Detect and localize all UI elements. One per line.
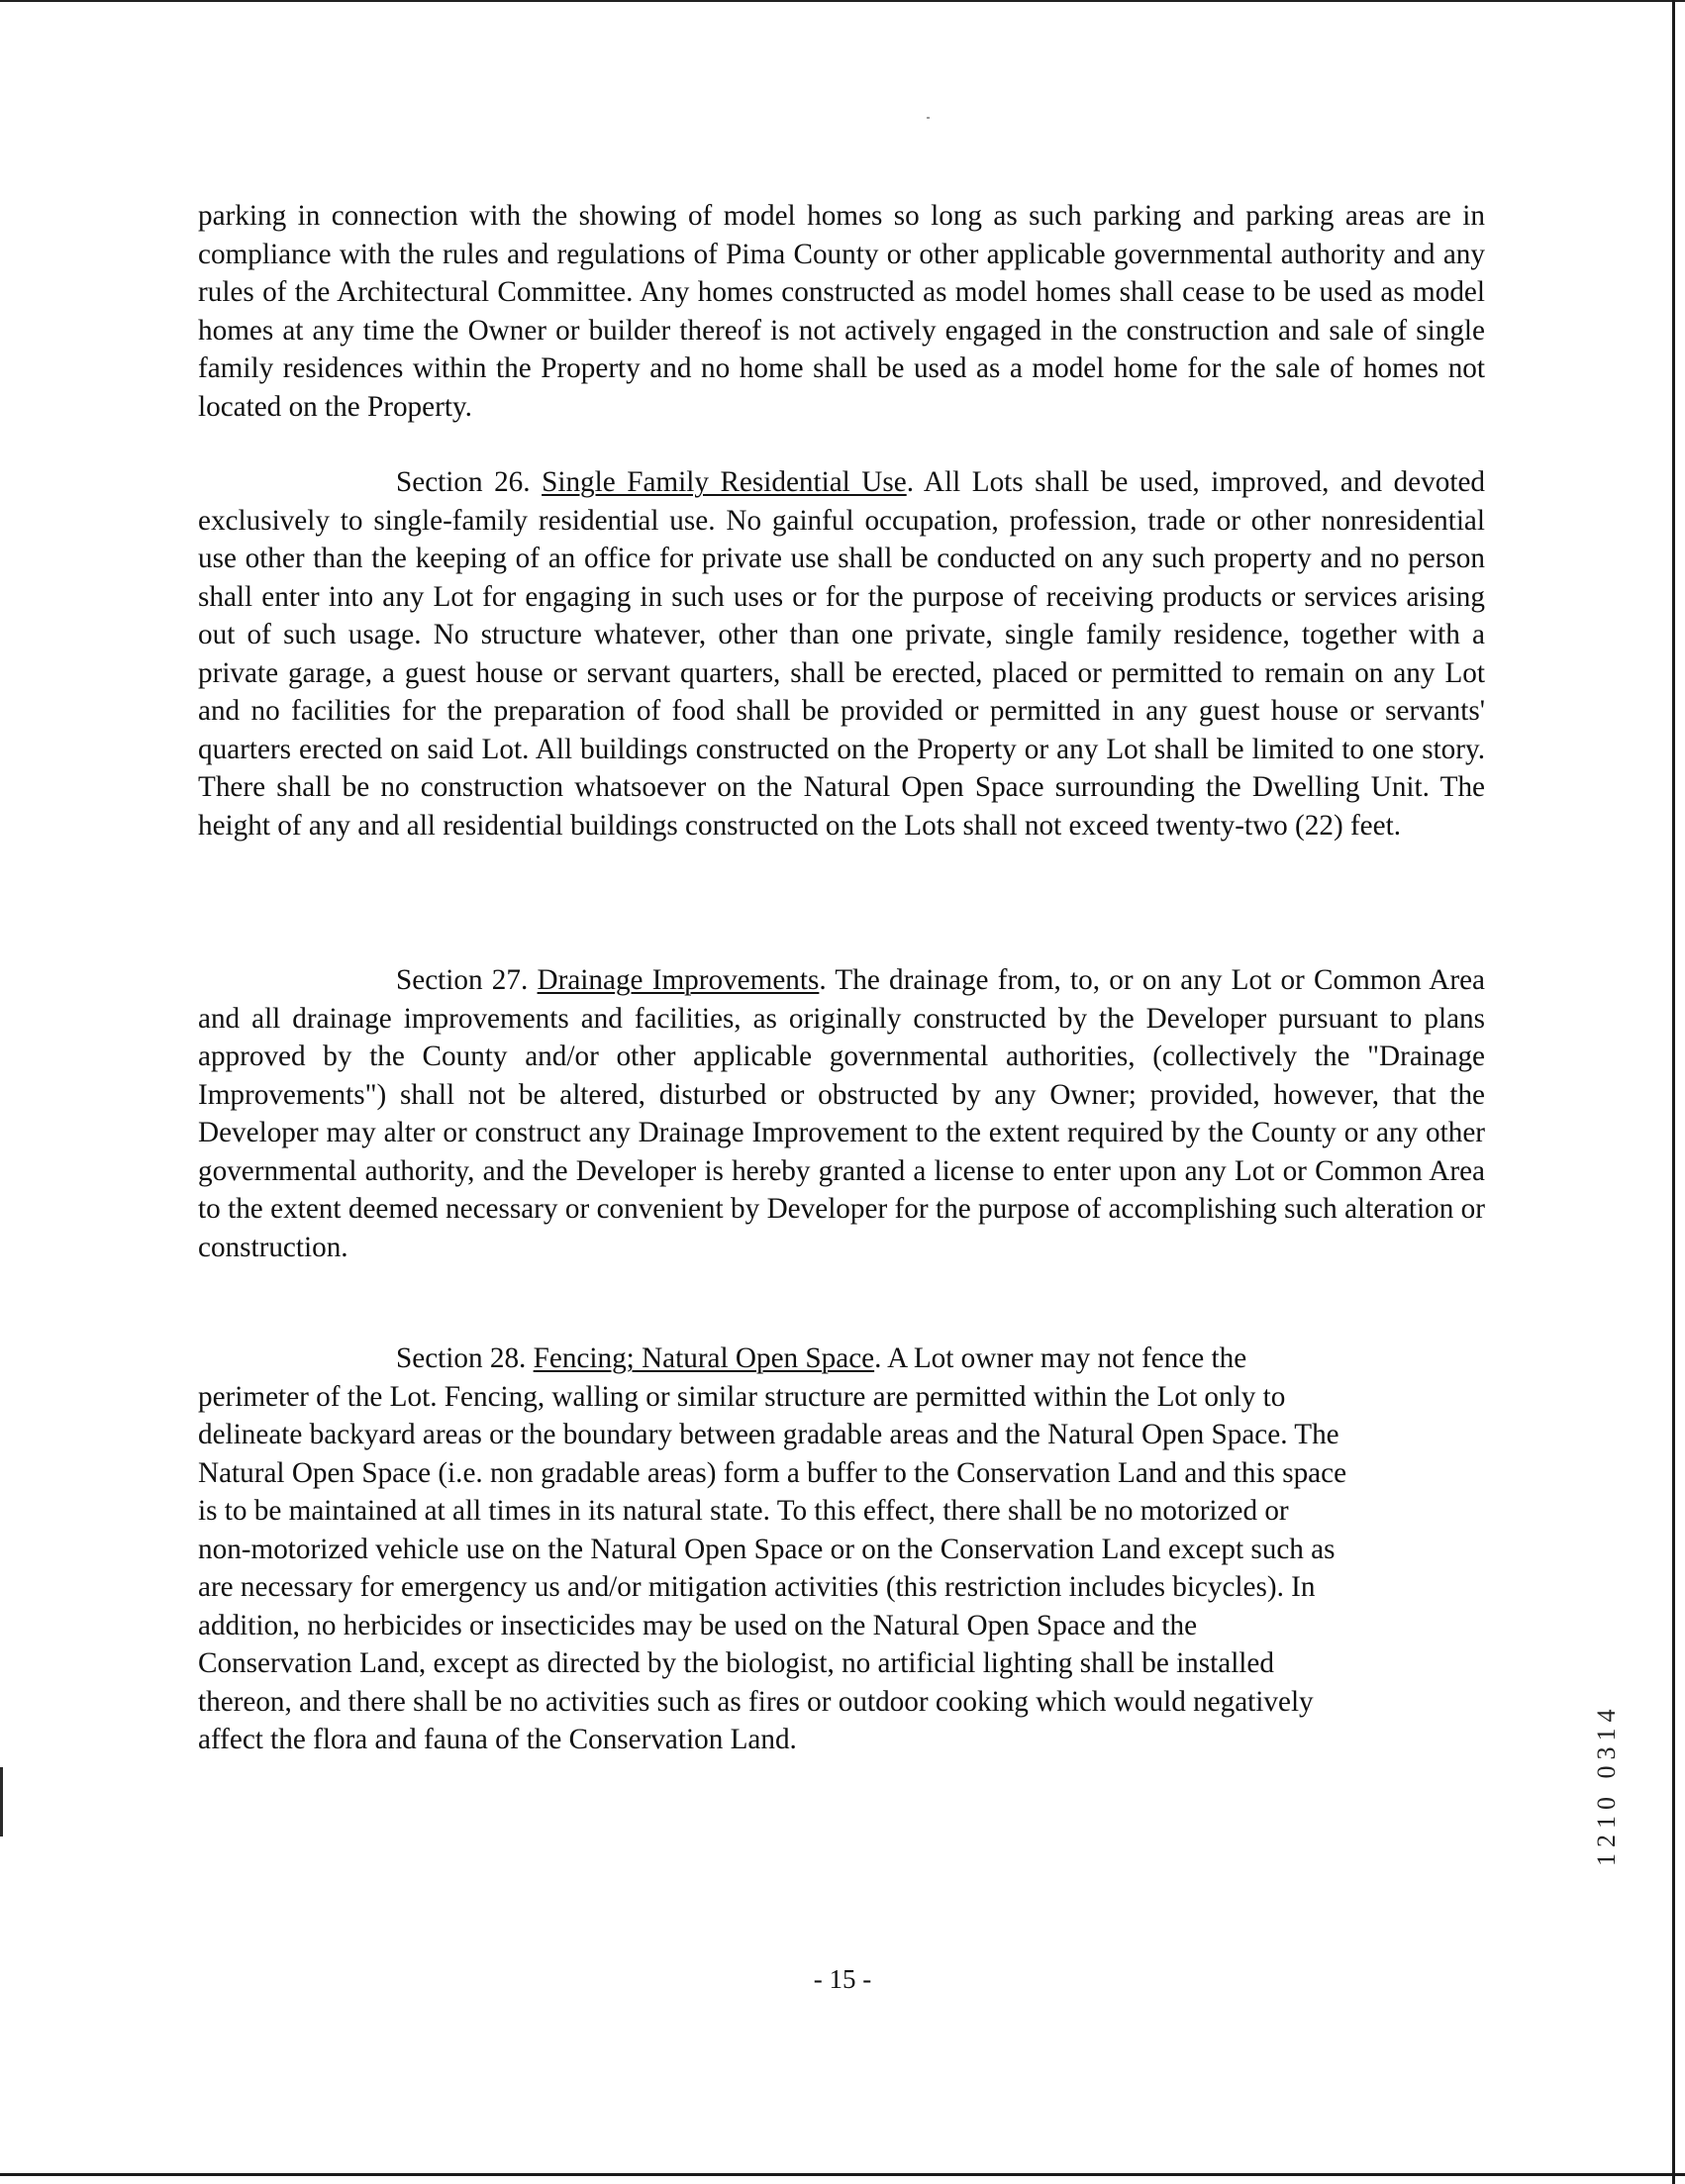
section-28-line: are necessary for emergency us and/or mitigation activities (this restriction includes bicycles). In bbox=[198, 1571, 1316, 1603]
section-28-line: Section 28. Fencing; Natural Open Space. A Lot owner may not fence the bbox=[396, 1342, 1247, 1374]
section-28-line: addition, no herbicides or insecticides may be used on the Natural Open Space and the bbox=[198, 1609, 1198, 1641]
section-28-line: non-motorized vehicle use on the Natural Open Space or on the Conservation Land except such as bbox=[198, 1533, 1336, 1565]
section-26-paragraph: Section 26. Single Family Residential Use. All Lots shall be used, improved, and devoted exclusively to single-family residential use. No gainful occupation, profession, trade or other nonresidential use other than the keeping of an office for private use shall be conducted on any such property and no person shall enter into any Lot for engaging in such uses or for the purpose of receiving products or services arising out of such usage. No structure whatever, other than one private, single family residence, together with a private garage, a guest house or servant quarters, shall be erected, placed or permitted to remain on any Lot and no facilities for the preparation of food shall be provided or permitted in any guest house or servants' quarters erected on said Lot. All buildings constructed on the Property or any Lot shall be limited to one story. There shall be no construction whatsoever on the Natural Open Space surrounding the Dwelling Unit. The height of any and all residential buildings constructed on the Lots shall not exceed twenty-two (22) feet. bbox=[198, 466, 1485, 842]
section-28-line: Conservation Land, except as directed by the biologist, no artificial lighting shall be installed bbox=[198, 1647, 1274, 1679]
section-28 bbox=[198, 1340, 1485, 1759]
section-27 bbox=[198, 961, 1485, 1266]
section-27-paragraph: Section 27. Drainage Improvements. The drainage from, to, or on any Lot or Common Area and all drainage improvements and facilities, as originally constructed by the Developer pursuant to plans approved by the County and/or other applicable governmental authorities, (collectively the "Drainage Improvements") shall not be altered, disturbed or obstructed by any Owner; provided, however, that the Developer may alter or construct any Drainage Improvement to the extent required by the County or any other governmental authority, and the Developer is hereby granted a license to enter upon any Lot or Common Area to the extent deemed necessary or convenient by Developer for the purpose of accomplishing such alteration or construction. bbox=[198, 964, 1486, 1263]
section-26-label: Section 26. bbox=[396, 466, 531, 498]
section-28-line: thereon, and there shall be no activities such as fires or outdoor cooking which would negatively bbox=[198, 1685, 1314, 1718]
section-28-heading: Fencing; Natural Open Space bbox=[533, 1342, 875, 1374]
scan-bottom-edge bbox=[0, 2173, 1685, 2176]
section-26-heading: Single Family Residential Use bbox=[542, 466, 907, 498]
section-27-text: The drainage from, to, or on any Lot or Common Area and all drainage improvements and facilities, as originally constructed by the Developer pursuant to plans approved by the County and/or other applicable governmental authorities, (collectively the "Drainage Improvements") shall not be altered, disturbed or obstructed by any Owner; provided, however, that the Developer may alter or construct any Drainage Improvement to the extent required by the County or any other governmental authority, and the Developer is hereby granted a license to enter upon any Lot or Common Area to the extent deemed necessary or convenient by Developer for the purpose of accomplishing such alteration or construction. bbox=[198, 964, 1486, 1263]
section-26 bbox=[198, 463, 1485, 844]
section-28-line-text: A Lot owner may not fence the bbox=[887, 1342, 1247, 1374]
scan-right-edge bbox=[1672, 0, 1675, 2184]
section-28-line: is to be maintained at all times in its natural state. To this effect, there shall be no motorized or bbox=[198, 1495, 1289, 1527]
section-28-label: Section 28. bbox=[396, 1342, 527, 1374]
section-27-label: Section 27. bbox=[396, 964, 529, 996]
section-28-line: delineate backyard areas or the boundary between gradable areas and the Natural Open Space. The bbox=[198, 1419, 1339, 1450]
paragraph-text: parking in connection with the showing of model homes so long as such parking and parking areas are in compliance with the rules and regulations of Pima County or other applicable governmental authority and any rules of the Architectural Committee. Any homes constructed as model homes shall cease to be used as model homes at any time the Owner or builder thereof is not actively engaged in the construction and sale of single family residences within the Property and no home shall be used as a model home for the sale of homes not located on the Property. bbox=[198, 200, 1485, 423]
paragraph-continuation bbox=[198, 197, 1485, 426]
scan-top-border bbox=[0, 0, 1685, 2]
recording-stamp: 1210 0314 bbox=[1592, 1703, 1621, 1866]
section-26-text: All Lots shall be used, improved, and devoted exclusively to single-family residential use. No gainful occupation, profession, trade or other nonresidential use other than the keeping of an office for private use shall be conducted on any such property and no person shall enter into any Lot for engaging in such uses or for the purpose of receiving products or services arising out of such usage. No structure whatever, other than one private, single family residence, together with a private garage, a guest house or servant quarters, shall be erected, placed or permitted to remain on any Lot and no facilities for the preparation of food shall be provided or permitted in any guest house or servants' quarters erected on said Lot. All buildings constructed on the Property or any Lot shall be limited to one story. There shall be no construction whatsoever on the Natural Open Space surrounding the Dwelling Unit. The height of any and all residential buildings constructed on the Lots shall not exceed twenty-two (22) feet. bbox=[198, 466, 1485, 842]
section-27-heading: Drainage Improvements bbox=[537, 964, 820, 996]
section-28-line: Natural Open Space (i.e. non gradable areas) form a buffer to the Conservation Land and this space bbox=[198, 1456, 1347, 1489]
scan-speck bbox=[927, 117, 930, 119]
section-28-line: perimeter of the Lot. Fencing, walling or similar structure are permitted within the Lot only to bbox=[198, 1380, 1286, 1413]
scan-left-mark bbox=[0, 1767, 3, 1837]
page-number: - 15 - bbox=[813, 1964, 872, 1994]
section-28-line: affect the flora and fauna of the Conservation Land. bbox=[198, 1724, 797, 1755]
